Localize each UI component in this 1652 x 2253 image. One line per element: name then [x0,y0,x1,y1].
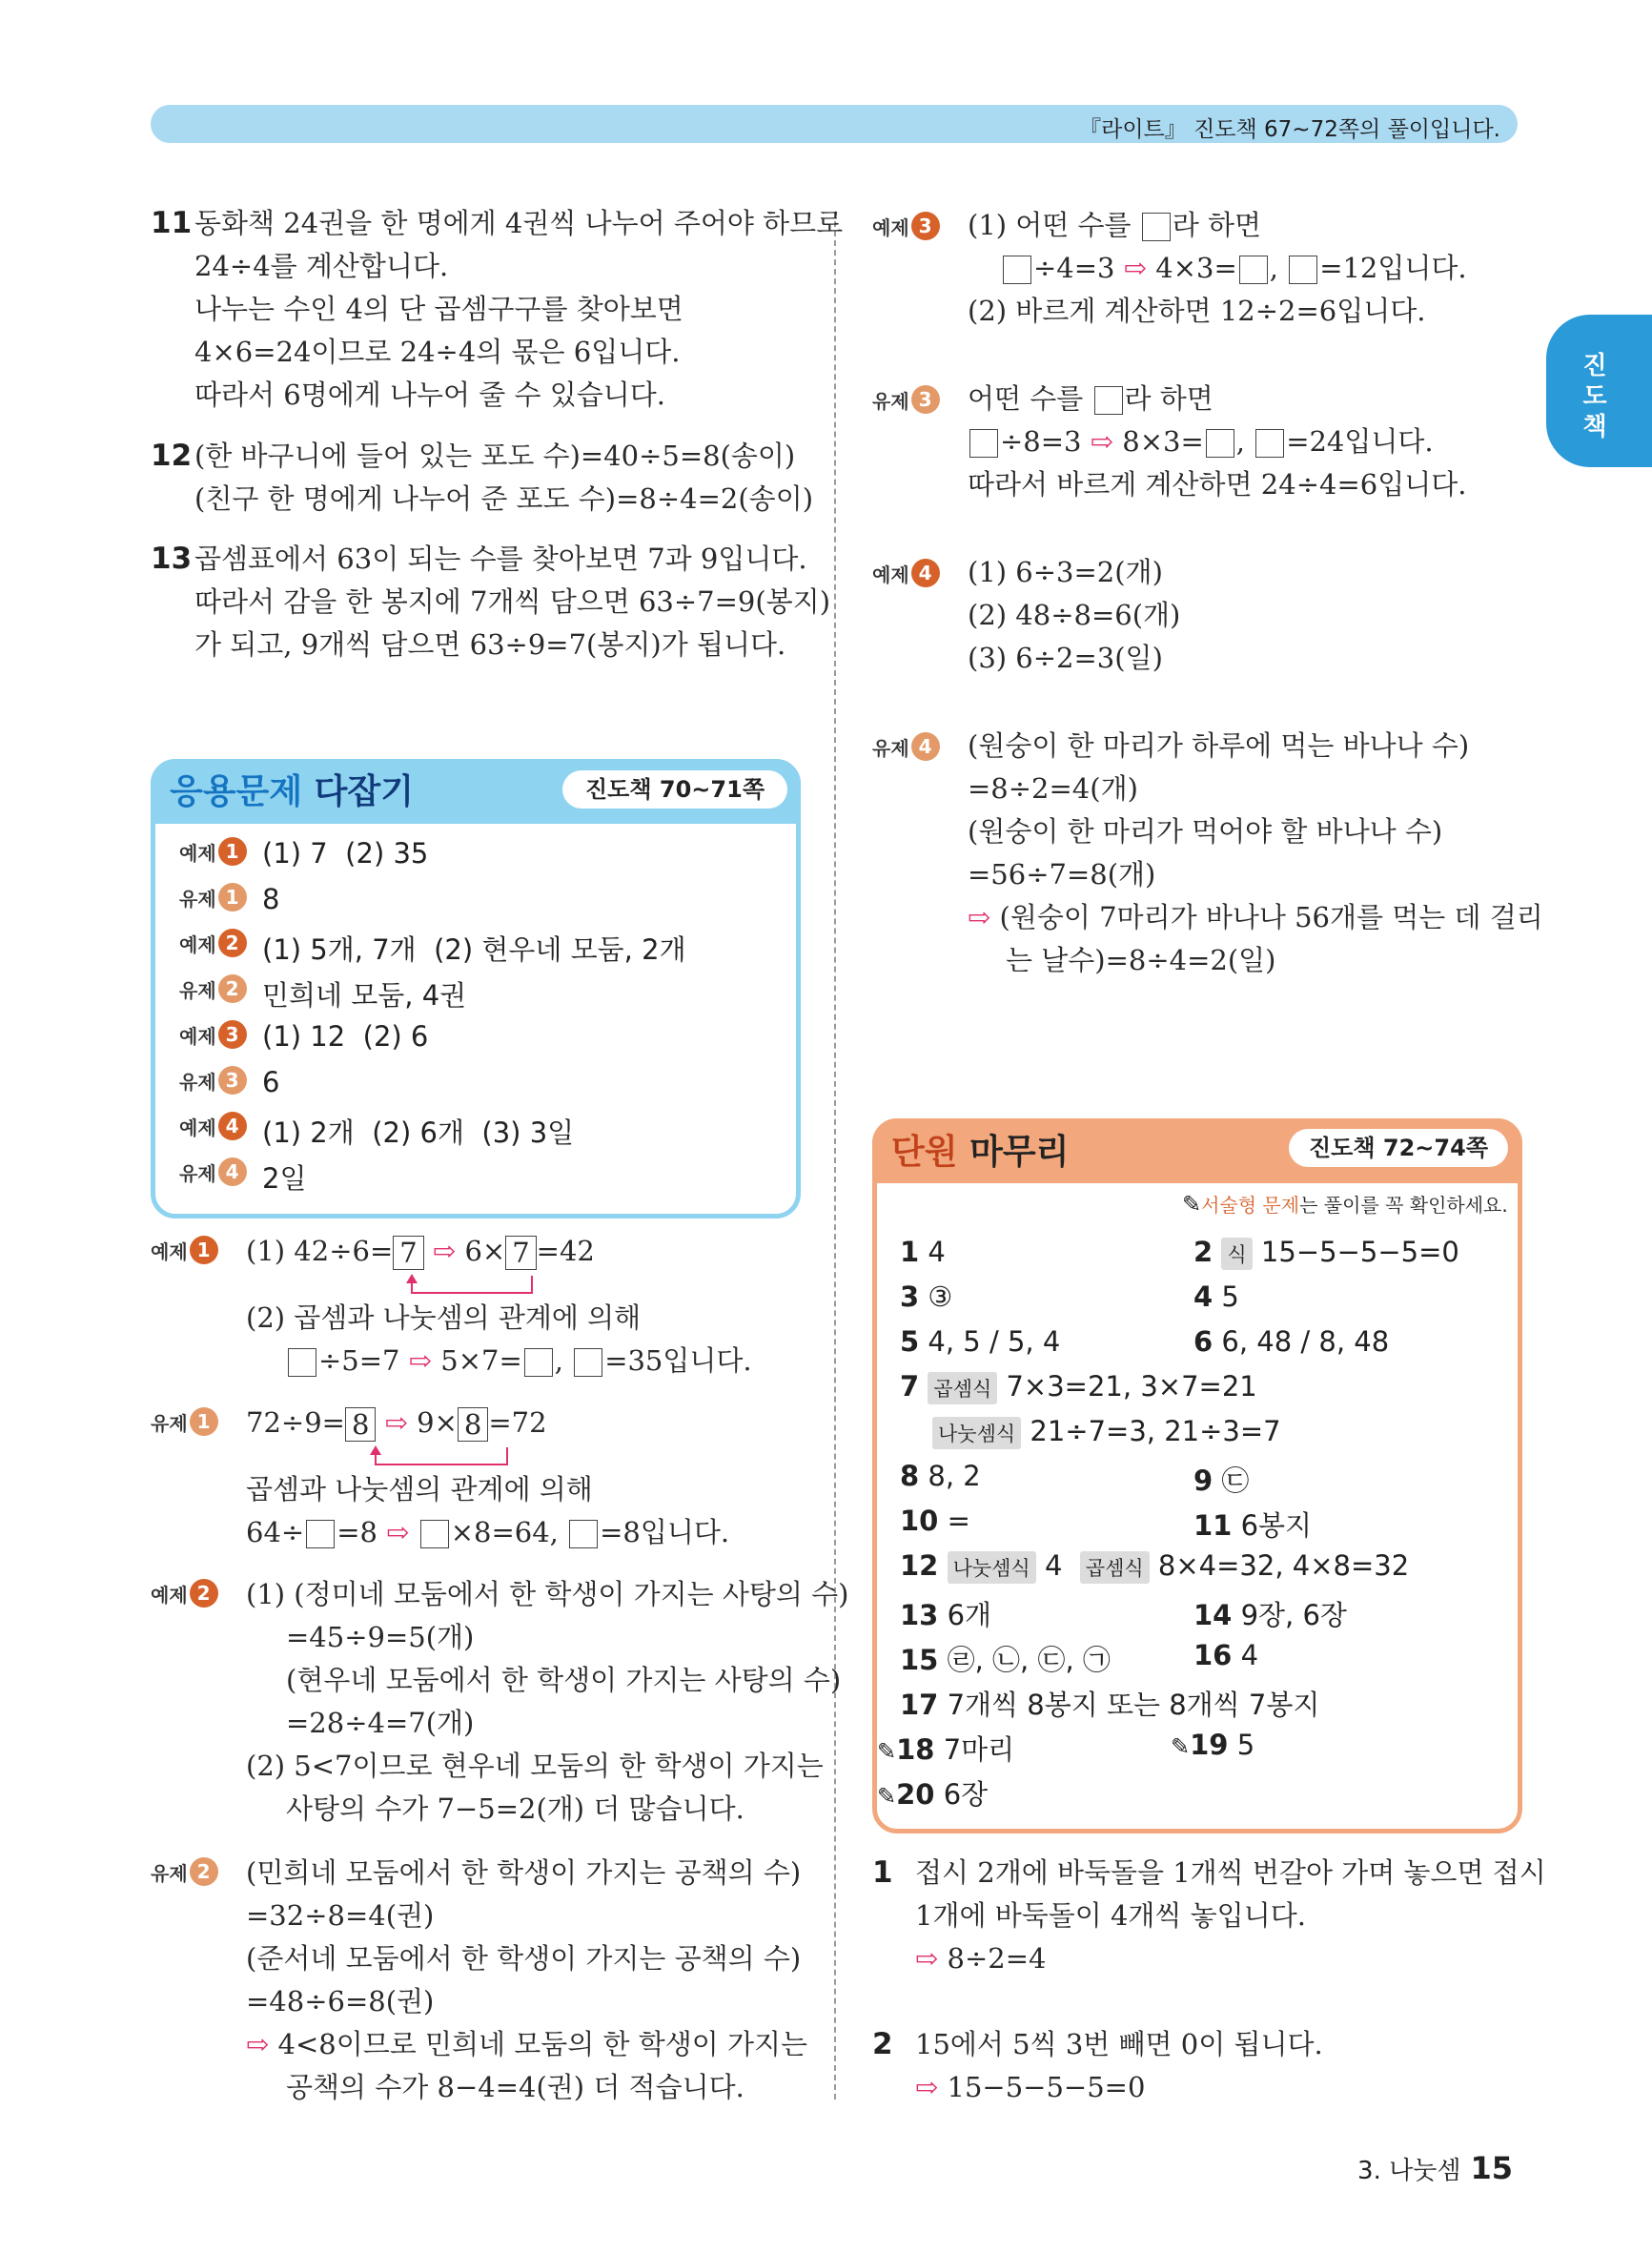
text-line: 따라서 감을 한 봉지에 7개씩 담으면 63÷7=9(봉지) [194,585,831,618]
problem-number: 12 [151,439,193,473]
tag: 예제 3 [179,1020,247,1049]
text-line: (친구 한 명에게 나누어 준 포도 수)=8÷4=2(송이) [194,482,814,515]
text-line: 는 날수)=8÷4=2(일) [1006,944,1276,976]
answer-row: 6 6, 48 / 8, 48 [1193,1325,1390,1358]
answer-text: 2일 [262,1162,307,1195]
answer-row: 5 4, 5 / 5, 4 [900,1325,1061,1358]
box-title: 단원 마무리 [891,1133,1070,1172]
text-line: (현우네 모둠에서 한 학생이 가지는 사탕의 수) [286,1664,842,1696]
text-line: (2) 5<7이므로 현우네 모둠의 한 학생이 가지는 [246,1750,824,1782]
text-line: (2) 48÷8=6(개) [968,599,1181,631]
pencil-icon: ✎ [1171,1733,1191,1760]
answer-row: ✎19 5 [1171,1729,1255,1761]
text-line: (한 바구니에 들어 있는 포도 수)=40÷5=8(송이) [194,440,796,472]
answer-row: 2 식 15−5−5−5=0 [1193,1236,1459,1268]
header-bar [151,105,1518,143]
answer-row: 13 6개 [900,1599,992,1631]
answer-row: 14 9장, 6장 [1193,1599,1347,1631]
relation-arrow [362,1444,515,1476]
text-line: =45÷9=5(개) [286,1621,475,1653]
answer-row: 12 나눗셈식 4 곱셈식 8×4=32, 4×8=32 [900,1549,1410,1582]
text-line: 곱셈표에서 63이 되는 수를 찾아보면 7과 9입니다. [194,543,807,575]
text-line: (2) 곱셈과 나눗셈의 관계에 의해 [246,1301,642,1334]
answer-row: 8 8, 2 [900,1460,981,1492]
text-line: 사탕의 수가 7−5=2(개) 더 많습니다. [286,1792,744,1825]
side-tab [1546,315,1652,467]
text-line: 어떤 수를 라 하면 [968,382,1214,415]
relation-arrow [400,1272,553,1304]
tag: 유제 4 [872,732,940,761]
text-line: (1) 6÷3=2(개) [968,556,1163,588]
answer-text: 민희네 모둠, 4권 [262,979,467,1012]
text-line: 따라서 6명에게 나누어 줄 수 있습니다. [194,379,665,411]
text-line: 곱셈과 나눗셈의 관계에 의해 [246,1473,593,1505]
answer-row: 9 ㉢ [1193,1464,1250,1497]
equation-line: ÷5=7 ⇨ 5×7= , =35입니다. [286,1343,752,1378]
text-line: =8÷2=4(개) [968,772,1138,805]
answer-text: (1) 7 (2) 35 [262,837,429,870]
side-tab-label: 진도책 [1582,352,1607,441]
page-ref-pill: 진도책 70~71쪽 [562,770,787,809]
answer-row: 11 6봉지 [1193,1509,1313,1542]
chapter-label: 3. 나눗셈 [1357,2157,1461,2185]
text-line: 동화책 24권을 한 명에게 4권씩 나누어 주어야 하므로 [194,207,844,239]
page-ref-pill: 진도책 72~74쪽 [1289,1129,1508,1167]
text-line: (준서네 모둠에서 한 학생이 가지는 공책의 수) [246,1942,802,1975]
text-line: (3) 6÷2=3(일) [968,642,1163,674]
text-line: =32÷8=4(권) [246,1899,435,1932]
text-line: (1) (정미네 모둠에서 한 학생이 가지는 사탕의 수) [246,1578,849,1610]
answer-text: 8 [262,883,280,915]
tag: 유제 2 [179,974,247,1003]
answer-text: (1) 2개 (2) 6개 (3) 3일 [262,1116,575,1149]
problem-number: 13 [151,542,193,576]
note: ✎서술형 문제는 풀이를 꼭 확인하세요. [1182,1191,1508,1218]
answer-text: 6 [262,1066,280,1098]
answer-row: ✎18 7마리 [877,1733,1015,1766]
tag: 유제 4 [179,1157,247,1186]
text-line: 공책의 수가 8−4=4(권) 더 적습니다. [286,2071,744,2103]
problem-number: 2 [872,2027,893,2061]
tag: 예제 2 [151,1579,218,1608]
text-line: (원숭이 한 마리가 먹어야 할 바나나 수) [968,815,1443,848]
answer-row: 3 ③ [900,1280,953,1313]
footer [1357,2150,1513,2186]
equation-line: 72÷9= 8 ⇨ 9× 8 =72 [246,1406,547,1441]
answer-row: 4 5 [1193,1280,1239,1313]
equation-line: (1) 42÷6= 7 ⇨ 6× 7 =42 [246,1235,595,1269]
equation-line: 64÷ =8 ⇨ ×8=64, =8입니다. [246,1516,730,1548]
text-line: ⇨ 15−5−5−5=0 [915,2071,1146,2103]
tag: 유제 1 [151,1407,218,1436]
answer-row: 1 4 [900,1236,946,1268]
text-line: ⇨ 4<8이므로 민희네 모둠의 한 학생이 가지는 [246,2028,808,2060]
page-number: 15 [1470,2150,1513,2186]
tag: 유제 3 [872,385,940,414]
tag: 유제 3 [179,1066,247,1095]
text-line: =56÷7=8(개) [968,858,1156,891]
text-line: 나누는 수인 4의 단 곱셈구구를 찾아보면 [194,293,683,325]
tag: 예제 2 [179,929,247,957]
text-line: 따라서 바르게 계산하면 24÷4=6입니다. [968,468,1467,501]
answer-text: (1) 5개, 7개 (2) 현우네 모둠, 2개 [262,933,686,966]
equation-line: ÷8=3 ⇨ 8×3= , =24입니다. [968,424,1434,459]
answer-text: (1) 12 (2) 6 [262,1020,429,1053]
text-line: 4×6=24이므로 24÷4의 몫은 6입니다. [194,336,681,368]
problem-number: 1 [872,1855,893,1890]
tag: 예제 1 [179,837,247,866]
text-line: (원숭이 한 마리가 하루에 먹는 바나나 수) [968,729,1470,762]
answer-row: ✎20 6장 [877,1778,989,1811]
text-line: (민희네 모둠에서 한 학생이 가지는 공책의 수) [246,1856,802,1889]
answer-row: 15 ㉣, ㉡, ㉢, ㉠ [900,1644,1111,1676]
text-line: 가 되고, 9개씩 담으면 63÷9=7(봉지)가 됩니다. [194,628,786,661]
answer-row: 10 = [900,1505,970,1537]
header-text: 『라이트』 진도책 67~72쪽의 풀이입니다. [1079,117,1500,142]
text-line: 접시 2개에 바둑돌을 1개씩 번갈아 가며 놓으면 접시 [915,1856,1546,1889]
answer-row: 17 7개씩 8봉지 또는 8개씩 7봉지 [900,1689,1320,1721]
equation-line: ÷4=3 ⇨ 4×3= , =12입니다. [1001,251,1467,285]
answer-row: 16 4 [1193,1639,1259,1671]
box-title: 응용문제 다잡기 [170,772,414,811]
answer-row: 7 곱셈식 7×3=21, 3×7=21 [900,1370,1257,1403]
pencil-icon: ✎ [1182,1191,1202,1218]
text-line: 24÷4를 계산합니다. [194,250,449,282]
text-line: =48÷6=8(권) [246,1985,435,2017]
tag: 예제 3 [872,212,940,240]
answer-row: 나눗셈식 21÷7=3, 21÷3=7 [932,1415,1281,1449]
pencil-icon: ✎ [877,1738,897,1765]
text-line: =28÷4=7(개) [286,1707,475,1739]
tag: 유제 2 [151,1857,218,1886]
tag: 예제 4 [179,1112,247,1140]
problem-number: 11 [151,206,193,240]
text-line: 1개에 바둑돌이 4개씩 놓입니다. [915,1899,1306,1932]
text-line: ⇨ 8÷2=4 [915,1942,1047,1975]
text-line: (2) 바르게 계산하면 12÷2=6입니다. [968,295,1426,327]
text-line: ⇨ (원숭이 7마리가 바나나 56개를 먹는 데 걸리 [968,901,1543,933]
text-line: 15에서 5씩 3번 빼면 0이 됩니다. [915,2028,1323,2060]
pencil-icon: ✎ [877,1783,897,1810]
column-divider [834,212,836,2099]
tag: 예제 1 [151,1236,218,1264]
tag: 유제 1 [179,883,247,911]
text-line: (1) 어떤 수를 라 하면 [968,209,1262,241]
tag: 예제 4 [872,559,940,587]
